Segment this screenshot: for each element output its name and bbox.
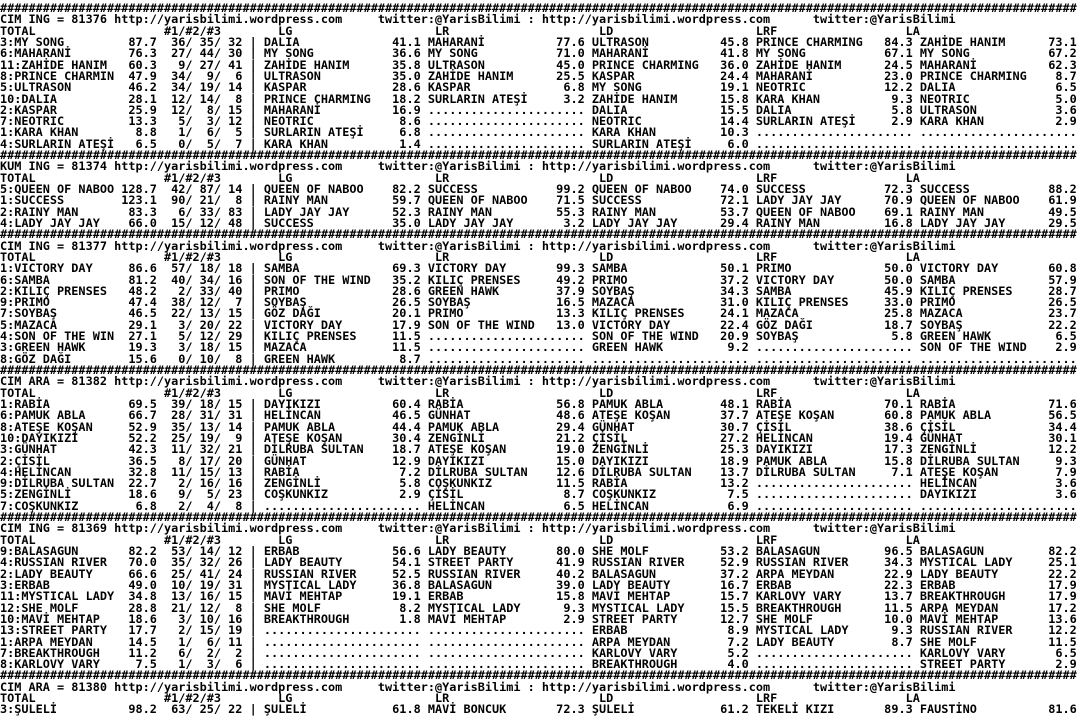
horse-row: 4:SURLARIN ATEŞİ 6.5 0/ 5/ 7 | KARA KHAN 1.4 ...................... SURLARIN ATEŞİ 6.0 ...................... ...................... bbox=[0, 136, 1077, 151]
horse-row: 8:KARLOVY VARY 7.5 1/ 3/ 6 | ...................... ...................... BREAKTHROUGH 4.0 ...................... STREET PARTY 2.9 bbox=[0, 657, 1077, 672]
horse-row: 3:GREEN HAWK 19.3 3/ 18/ 15 | MAZACA 11.5 ...................... GREEN HAWK 9.2 ...................... SON OF THE WIND 2.9 bbox=[0, 340, 1077, 355]
horse-row: 11:MYSTICAL LADY 34.8 13/ 16/ 15 | MAVİ MEHTAP 19.1 ERBAB 15.8 MAVİ MEHTAP 15.7 KARLOVY VARY 13.7 BREAKTHROUGH 17.9 bbox=[0, 589, 1077, 604]
horse-row: 10:MAVİ MEHTAP 18.6 3/ 10/ 16 | BREAKTHROUGH 1.8 MAVİ MEHTAP 2.9 STREET PARTY 12.7 SHE MOLF 10.0 MAVİ MEHTAP 13.6 bbox=[0, 611, 1077, 626]
race-block-81369 bbox=[0, 512, 1077, 670]
race-block-81377 bbox=[0, 229, 1077, 365]
horse-row: 3:ŞULELİ 98.2 63/ 25/ 22 | ŞULELİ 61.8 MAVİ BONCUK 72.3 ŞULELİ 61.2 TEKELİ KIZI 89.3 FAUSTİNO 81.6 bbox=[0, 702, 1077, 716]
horse-row: 1:KARA KHAN 8.8 1/ 6/ 5 | SURLARIN ATEŞİ 6.8 ...................... KARA KHAN 10.3 ...................... ...................... bbox=[0, 125, 1077, 140]
column-header: TOTAL #1/#2/#3 LG LR LD LRF LA bbox=[0, 532, 920, 547]
horse-row: 5:ZENGİNLİ 18.6 9/ 5/ 23 | COŞKUNKIZ 2.9 ÇİSİL 8.7 COŞKUNKIZ 7.5 ...................... DAYIKIZI 3.6 bbox=[0, 487, 1077, 502]
block-header: CIM ING = 81377 http://yarisbilimi.wordpress.com twitter:@YarisBilimi : http://yarisbilimi.wordpress.com twitter:@YarisBilimi bbox=[0, 238, 956, 253]
block-header: CIM ING = 81369 http://yarisbilimi.wordpress.com twitter:@YarisBilimi : http://yarisbilimi.wordpress.com twitter:@YarisBilimi bbox=[0, 521, 956, 536]
horse-row: 10:DAYIKIZI 52.2 25/ 19/ 9 | ATEŞE KOŞAN 30.4 ZENGİNLİ 21.2 ÇİSİL 27.2 HELİNCAN 19.4 GÜNHAT 30.1 bbox=[0, 430, 1077, 445]
horse-row: 6:MAHARANİ 76.3 27/ 44/ 30 | MY SONG 36.6 MY SONG 71.0 MAHARANİ 41.8 MY SONG 67.1 MY SONG 67.2 bbox=[0, 46, 1077, 61]
horse-row: 7:SOYBAŞ 46.5 22/ 13/ 15 | GÖZ DAĞI 20.1 PRIMO 13.3 KILIÇ PRENSES 24.1 MAZACA 25.8 MAZACA 23.7 bbox=[0, 306, 1077, 321]
horse-row: 6:SAMBA 81.2 40/ 34/ 16 | SON OF THE WIND 35.2 KILIÇ PRENSES 49.2 PRIMO 37.2 VICTORY DAY 50.0 SAMBA 57.9 bbox=[0, 272, 1077, 287]
race-block-81380 bbox=[0, 670, 1077, 715]
race-block-81376 bbox=[0, 3, 1077, 150]
horse-row: 1:SUCCESS 123.1 90/ 21/ 8 | RAINY MAN 59.7 QUEEN OF NABOO 71.5 SUCCESS 72.1 LADY JAY JAY 70.9 QUEEN OF NABOO 61.9 bbox=[0, 193, 1077, 208]
horse-row: 8:ATEŞE KOŞAN 52.9 35/ 13/ 14 | PAMUK ABLA 44.4 PAMUK ABLA 29.4 GÜNHAT 30.7 ÇİSİL 38.6 ÇİSİL 34.4 bbox=[0, 419, 1077, 434]
separator-line: ####################################################################################################################################################### bbox=[0, 227, 1077, 242]
horse-row: 13:STREET PARTY 17.7 2/ 15/ 19 | ...................... ...................... ERBAB 8.9 MYSTICAL LADY 9.3 RUSSIAN RIVER 12.2 bbox=[0, 623, 1077, 638]
horse-row: 10:DALIA 28.1 12/ 14/ 8 | PRINCE CHARMING 18.2 SURLARIN ATEŞİ 3.2 ZAHİDE HANIM 15.8 KARA KHAN 9.3 NEOTRIC 5.0 bbox=[0, 91, 1077, 106]
horse-row: 4:SON OF THE WIN 27.1 5/ 12/ 29 | KILIÇ PRENSES 11.5 ...................... SON OF THE WIND 20.9 SOYBAŞ 5.8 GREEN HAWK 6.5 bbox=[0, 329, 1077, 344]
horse-row: 5:ULTRASON 46.2 34/ 19/ 14 | KASPAR 28.6 KASPAR 6.8 MY SONG 19.1 NEOTRIC 12.2 DALIA 6.5 bbox=[0, 80, 1077, 95]
separator-line: ####################################################################################################################################################### bbox=[0, 148, 1077, 163]
horse-row: 4:RUSSIAN RIVER 70.0 35/ 32/ 26 | LADY BEAUTY 54.1 STREET PARTY 41.9 RUSSIAN RIVER 52.9 RUSSIAN RIVER 34.3 MYSTICAL LADY 25.1 bbox=[0, 555, 1077, 570]
horse-row: 6:PAMUK ABLA 66.7 28/ 31/ 31 | HELİNCAN 46.5 GÜNHAT 48.6 ATEŞE KOŞAN 37.7 ATEŞE KOŞAN 60.8 PAMUK ABLA 56.5 bbox=[0, 408, 1077, 423]
horse-row: 3:MY SONG 87.7 36/ 35/ 32 | DALIA 41.1 MAHARANİ 77.6 ULTRASON 45.8 PRINCE CHARMING 84.3 ZAHİDE HANIM 73.1 bbox=[0, 34, 1077, 49]
separator-line: ####################################################################################################################################################### bbox=[0, 363, 1077, 377]
horse-row: 8:PRINCE CHARMIN 47.9 34/ 9/ 6 | ULTRASON 35.0 ZAHİDE HANIM 25.5 KASPAR 24.4 MAHARANİ 23.0 PRINCE CHARMING 8.7 bbox=[0, 68, 1077, 83]
column-header: TOTAL #1/#2/#3 LG LR LD LRF LA bbox=[0, 385, 920, 400]
horse-row: 9:DİLRUBA SULTAN 22.7 2/ 16/ 16 | ZENGİNLİ 5.8 COŞKUNKIZ 11.5 RABİA 13.2 ...................... HELİNCAN 3.6 bbox=[0, 476, 1077, 491]
horse-row: 9:BALASAGUN 82.2 53/ 14/ 12 | ERBAB 56.6 LADY BEAUTY 80.0 SHE MOLF 53.2 BALASAGUN 96.5 BALASAGUN 82.2 bbox=[0, 544, 1077, 558]
horse-row: 12:SHE MOLF 28.8 21/ 12/ 8 | SHE MOLF 8.2 MYSTICAL LADY 9.3 MYSTICAL LADY 15.5 BREAKTHROUGH 11.5 ARPA MEYDAN 17.2 bbox=[0, 600, 1077, 615]
column-header: TOTAL #1/#2/#3 LG LR LD LRF LA bbox=[0, 23, 920, 38]
block-header: CIM ING = 81376 http://yarisbilimi.wordpress.com twitter:@YarisBilimi : http://yarisbilimi.wordpress.com twitter:@YarisBilimi bbox=[0, 12, 956, 27]
separator-line: ####################################################################################################################################################### bbox=[0, 668, 1077, 683]
horse-row: 2:KILIÇ PRENSES 48.2 2/ 33/ 40 | PRIMO 28.6 GREEN HAWK 37.9 SOYBAŞ 34.3 SAMBA 45.9 KILIÇ PRENSES 28.7 bbox=[0, 283, 1077, 298]
race-block-81382 bbox=[0, 365, 1077, 512]
separator-line: ####################################################################################################################################################### bbox=[0, 1, 1077, 15]
horse-row: 1:VICTORY DAY 86.6 57/ 18/ 18 | SAMBA 69.3 VICTORY DAY 99.3 SAMBA 50.1 PRIMO 50.0 VICTORY DAY 60.8 bbox=[0, 261, 1077, 276]
horse-row: 2:KASPAR 25.9 12/ 8/ 15 | MAHARANİ 16.9 ...................... DALIA 15.5 DALIA 5.8 ULTRASON 3.6 bbox=[0, 102, 1077, 117]
column-header: TOTAL #1/#2/#3 LG LR LD LRF LA bbox=[0, 691, 920, 706]
block-header: KUM ING = 81374 http://yarisbilimi.wordpress.com twitter:@YarisBilimi : http://yarisbilimi.wordpress.com twitter:@YarisBilimi bbox=[0, 159, 956, 174]
horse-row: 9:PRIMO 47.4 38/ 12/ 7 | SOYBAŞ 26.5 SOYBAŞ 16.5 MAZACA 31.0 KILIÇ PRENSES 33.0 PRIMO 26.5 bbox=[0, 295, 1077, 310]
horse-row: 7:NEOTRIC 13.3 5/ 3/ 12 | NEOTRIC 8.6 ...................... NEOTRIC 14.4 SURLARIN ATEŞİ 2.9 KARA KHAN 2.9 bbox=[0, 114, 1077, 129]
horse-row: 8:GÖZ DAĞI 15.6 0/ 10/ 8 | GREEN HAWK 8.7 ...................... ...................... ...................... ...................... bbox=[0, 351, 1077, 366]
horse-row: 2:LADY BEAUTY 66.6 25/ 41/ 24 | RUSSIAN RIVER 52.5 RUSSIAN RIVER 40.2 BALASAGUN 37.2 ARPA MEYDAN 22.9 LADY BEAUTY 22.2 bbox=[0, 566, 1077, 581]
column-header: TOTAL #1/#2/#3 LG LR LD LRF LA bbox=[0, 170, 920, 185]
horse-row: 5:MAZACA 29.1 3/ 20/ 22 | VICTORY DAY 17.9 SON OF THE WIND 13.0 VICTORY DAY 22.4 GÖZ DAĞI 18.7 SOYBAŞ 22.2 bbox=[0, 317, 1077, 332]
horse-row: 3:ERBAB 49.0 10/ 19/ 31 | MYSTICAL LADY 36.8 BALASAGUN 39.0 LADY BEAUTY 16.7 ERBAB 22.3 ERBAB 17.9 bbox=[0, 577, 1077, 592]
horse-row: 3:GÜNHAT 42.3 11/ 32/ 21 | DİLRUBA SULTAN 18.7 ATEŞE KOŞAN 19.0 ZENGİNLİ 25.3 DAYIKIZI 17.3 ZENGİNLİ 12.2 bbox=[0, 442, 1077, 457]
horse-row: 2:ÇİSİL 36.5 8/ 17/ 20 | GÜNHAT 12.9 DAYIKIZI 15.0 DAYIKIZI 18.9 PAMUK ABLA 15.8 DİLRUBA SULTAN 9.3 bbox=[0, 453, 1077, 468]
horse-row: 4:LADY JAY JAY 66.0 15/ 12/ 48 | SUCCESS 35.0 LADY JAY JAY 3.2 LADY JAY JAY 29.4 RAINY MAN 16.8 LADY JAY JAY 29.5 bbox=[0, 215, 1077, 230]
horse-row: 4:HELİNCAN 32.8 11/ 15/ 13 | RABİA 7.2 DİLRUBA SULTAN 12.6 DİLRUBA SULTAN 13.7 DİLRUBA SULTAN 7.1 ATEŞE KOŞAN 7.9 bbox=[0, 464, 1077, 479]
horse-row: 7:COŞKUNKIZ 6.8 2/ 4/ 8 | ...................... HELİNCAN 6.5 HELİNCAN 6.9 ...................... ...................... bbox=[0, 498, 1077, 513]
block-header: CIM ARA = 81380 http://yarisbilimi.wordpress.com twitter:@YarisBilimi : http://yarisbilimi.wordpress.com twitter:@YarisBilimi bbox=[0, 679, 956, 694]
block-header: CIM ARA = 81382 http://yarisbilimi.wordpress.com twitter:@YarisBilimi : http://yarisbilimi.wordpress.com twitter:@YarisBilimi bbox=[0, 374, 956, 389]
column-header: TOTAL #1/#2/#3 LG LR LD LRF LA bbox=[0, 249, 920, 264]
horse-row: 11:ZAHİDE HANIM 60.3 9/ 27/ 41 | ZAHİDE HANIM 35.8 ULTRASON 45.0 PRINCE CHARMING 36.0 ZAHİDE HANIM 24.5 MAHARANİ 62.3 bbox=[0, 57, 1077, 72]
horse-row: 1:RABİA 69.5 39/ 18/ 15 | DAYIKIZI 60.4 RABİA 56.8 PAMUK ABLA 48.1 RABİA 70.1 RABİA 71.6 bbox=[0, 396, 1077, 411]
horse-row: 2:RAINY MAN 83.3 6/ 33/ 83 | LADY JAY JAY 52.3 RAINY MAN 55.3 RAINY MAN 53.7 QUEEN OF NABOO 69.1 RAINY MAN 49.5 bbox=[0, 204, 1077, 219]
race-block-81374 bbox=[0, 150, 1077, 229]
horse-row: 7:BREAKTHROUGH 11.2 6/ 2/ 2 | ...................... ...................... KARLOVY VARY 5.2 ...................... KARLOVY VARY 6.5 bbox=[0, 645, 1077, 660]
horse-row: 5:QUEEN OF NABOO 128.7 42/ 87/ 14 | QUEEN OF NABOO 82.2 SUCCESS 99.2 QUEEN OF NABOO 74.0 SUCCESS 72.3 SUCCESS 88.2 bbox=[0, 182, 1077, 196]
horse-row: 1:ARPA MEYDAN 14.5 1/ 6/ 11 | ...................... ...................... ARPA MEYDAN 7.2 LADY BEAUTY 8.7 SHE MOLF 11.5 bbox=[0, 634, 1077, 649]
separator-line: ####################################################################################################################################################### bbox=[0, 510, 1077, 525]
